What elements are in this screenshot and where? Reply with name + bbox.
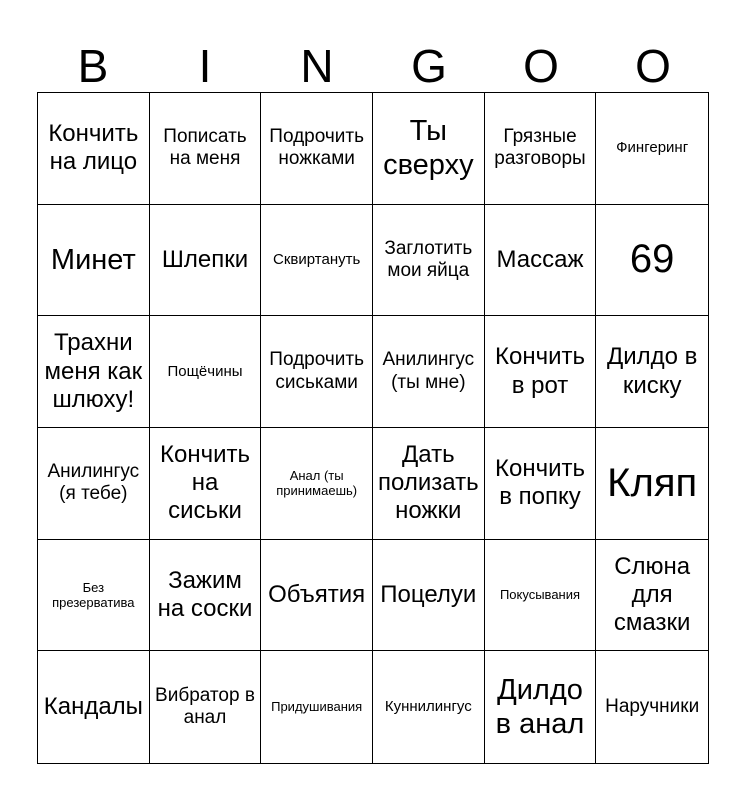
bingo-cell[interactable]: Анилингус (ты мне) — [373, 316, 485, 428]
bingo-cell[interactable]: 69 — [596, 205, 708, 317]
bingo-cell[interactable]: Пописать на меня — [150, 93, 262, 205]
bingo-cell[interactable]: Дилдо в анал — [485, 651, 597, 763]
bingo-cell[interactable]: Слюна для смазки — [596, 540, 708, 652]
bingo-cell[interactable]: Анал (ты принимаешь) — [261, 428, 373, 540]
bingo-cell[interactable]: Покусывания — [485, 540, 597, 652]
bingo-cell[interactable]: Придушивания — [261, 651, 373, 763]
bingo-cell[interactable]: Наручники — [605, 695, 700, 717]
bingo-card — [37, 92, 709, 764]
bingo-cell[interactable]: Без презерватива — [38, 540, 150, 652]
bingo-cell[interactable]: Подрочить ножками — [261, 93, 373, 205]
bingo-cell[interactable]: Подрочить сиськами — [261, 316, 373, 428]
header-letter-n: N — [300, 40, 334, 92]
bingo-cell[interactable]: Грязные разговоры — [485, 93, 597, 205]
bingo-cell[interactable]: Минет — [38, 205, 150, 317]
bingo-cell[interactable]: Дилдо в киску — [596, 316, 708, 428]
bingo-cell[interactable]: Заглотить мои яйца — [373, 205, 485, 317]
header-letter-b: B — [77, 40, 109, 92]
bingo-cell[interactable]: Сквиртануть — [261, 205, 373, 317]
bingo-cell[interactable]: Ты сверху — [373, 93, 485, 205]
bingo-cell[interactable]: Анилингус (я тебе) — [38, 428, 150, 540]
bingo-cell[interactable]: Трахни меня как шлюху! — [38, 316, 150, 428]
bingo-cell[interactable]: Кончить в попку — [485, 428, 597, 540]
bingo-cell[interactable]: Кончить в рот — [485, 316, 597, 428]
bingo-cell[interactable]: Кончить на лицо — [38, 93, 150, 205]
bingo-cell[interactable]: Кандалы — [38, 651, 150, 763]
bingo-header — [37, 36, 709, 96]
header-letter-o: O — [523, 40, 559, 92]
header-letter-i: I — [198, 40, 212, 92]
header-letter-o-2: O — [635, 40, 671, 92]
bingo-cell[interactable]: Шлепки — [150, 205, 262, 317]
bingo-cell[interactable]: Пощёчины — [150, 316, 262, 428]
bingo-cell[interactable]: Зажим на соски — [150, 540, 262, 652]
bingo-cell[interactable]: Вибратор в анал — [150, 651, 262, 763]
bingo-cell[interactable]: Фингеринг — [596, 93, 708, 205]
bingo-cell[interactable]: Массаж — [485, 205, 597, 317]
header-letter-g: G — [411, 40, 447, 92]
bingo-cell[interactable]: Дать полизать ножки — [373, 428, 485, 540]
bingo-cell[interactable]: Куннилингус — [373, 651, 485, 763]
bingo-cell[interactable]: Поцелуи — [373, 540, 485, 652]
bingo-cell[interactable]: Объятия — [261, 540, 373, 652]
bingo-cell[interactable]: Кляп — [596, 428, 708, 540]
bingo-cell[interactable]: Кончить на сиськи — [150, 428, 262, 540]
